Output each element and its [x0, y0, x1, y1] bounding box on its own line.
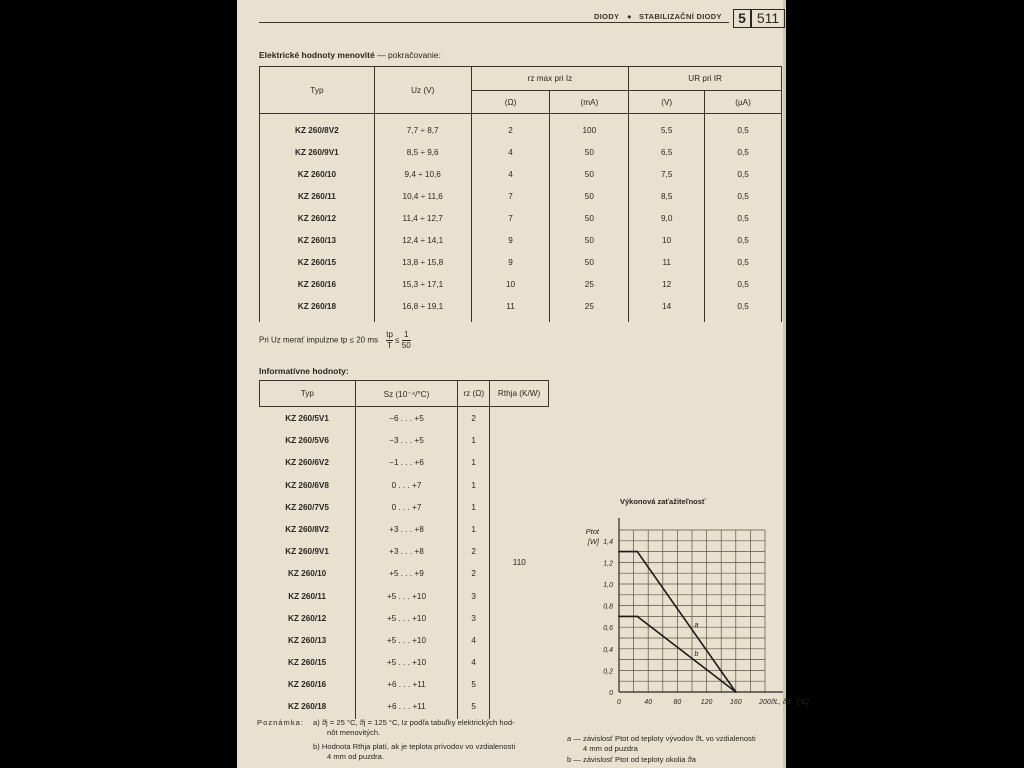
table2-cell-sz: +3 . . . +8 [389, 524, 424, 534]
series-point-a [636, 551, 638, 553]
table2-cell-sz: +6 . . . +11 [387, 702, 426, 712]
table1-cell-typ: KZ 260/18 [297, 302, 337, 311]
table1-cell-typ: KZ 260/16 [297, 280, 337, 289]
electrical-values-table [259, 66, 782, 322]
group-rz-header: rz max pri Iz [471, 67, 629, 91]
series-point-a [618, 551, 620, 553]
table2-cell-typ: KZ 260/8V2 [285, 524, 329, 534]
table1-cell-ir: 0,5 [737, 280, 749, 289]
header-bullet-icon: ● [627, 12, 632, 21]
table1-title [259, 50, 441, 60]
col-uz-header: Uz (V) [374, 67, 471, 114]
table1-cell-ir: 0,5 [737, 170, 749, 179]
table1-cell-ur: 12 [662, 280, 672, 289]
table2-cell-rz: 4 [471, 658, 476, 668]
table2-cell-sz: +3 . . . +8 [389, 547, 424, 557]
fraction-relation: ≤ [395, 335, 400, 345]
series-label-b: b [694, 650, 699, 658]
table2-cell-typ: KZ 260/5V1 [285, 414, 329, 423]
table1-cell-ir: 0,5 [737, 236, 749, 245]
notes-label: Poznámka: [257, 718, 304, 727]
table2-rz-column [458, 408, 489, 719]
table1-cell-typ: KZ 260/8V2 [295, 126, 339, 135]
table1-cell-ir: 0,5 [737, 302, 749, 311]
table2-title: Informatívne hodnoty: [259, 366, 349, 376]
table2-cell-rz: 1 [471, 502, 476, 512]
header-rule [259, 22, 729, 23]
table1-cell-uz: 12,4 ÷ 14,1 [402, 236, 444, 245]
page-edge [783, 0, 786, 768]
y-tick-label: 0,2 [603, 668, 613, 676]
x-tick-label: 160 [729, 699, 742, 706]
table1-cell-rz: 9 [508, 258, 513, 267]
y-tick-label: 0,8 [603, 603, 613, 611]
table2-cell-sz: 0 . . . +7 [391, 502, 422, 512]
table1-cell-ur: 7,5 [660, 170, 673, 179]
table2-cell-rz: 4 [471, 635, 476, 645]
table1-cell-typ: KZ 260/11 [298, 192, 336, 201]
table2-cell-rz: 1 [471, 524, 476, 534]
page-number: 511 [751, 9, 785, 28]
x-tick-label: 80 [673, 699, 682, 706]
table1-title-rest: — pokračovanie: [374, 50, 441, 60]
impulse-note-text: Pri Uz merať impulzne tp ≤ 20 ms [259, 335, 378, 345]
note-b: b) Hodnota Rthja platí, ak je teplota prívodov vo vzdialenosti [313, 742, 516, 751]
col-typ-header: Typ [260, 67, 375, 114]
x-tick-label: 40 [644, 699, 653, 706]
table2-cell-typ: KZ 260/16 [287, 680, 327, 690]
document-page [237, 0, 809, 768]
table1-cell-typ: KZ 260/13 [297, 236, 337, 245]
table1-cell-rz: 11 [506, 302, 515, 311]
chart-note-a: a — závislosť Ptot od teploty vývodov ϑL vo vzdialenosti [567, 734, 756, 743]
table1-typ-column [260, 120, 374, 318]
table1-cell-rz: 7 [508, 192, 513, 201]
table1-uz-column [375, 120, 471, 318]
table2-cell-typ: KZ 260/6V2 [285, 458, 329, 468]
table1-cell-uz: 11,4 ÷ 12,7 [402, 214, 443, 223]
table1-cell-uz: 16,8 ÷ 19,1 [402, 302, 444, 311]
y-tick-label: 1,0 [603, 582, 613, 589]
y-tick-label: 0 [609, 690, 613, 697]
table1-rz-column [472, 120, 550, 318]
table1-cell-rz: 7 [508, 214, 513, 223]
table1-cell-ur: 11 [662, 258, 671, 267]
y-tick-label: 1,4 [603, 538, 613, 546]
table1-cell-ur: 14 [662, 302, 672, 311]
series-label-a: a [694, 621, 699, 629]
table2-sz-column [356, 408, 458, 719]
table1-cell-iz: 50 [584, 192, 594, 201]
informative-values-table [259, 380, 549, 719]
fraction-tp-t [386, 330, 393, 351]
table1-cell-iz: 50 [584, 170, 594, 179]
table1-title-bold: Elektrické hodnoty menovité [259, 50, 375, 60]
fraction-one-fifty-num: 1 [402, 330, 411, 341]
x-tick-label: 120 [700, 699, 713, 706]
table1-cell-rz: 2 [508, 126, 513, 135]
x-tick-label: 200 [759, 699, 771, 706]
x-axis-label: ϑL, ϑa [771, 699, 791, 706]
table1-cell-uz: 10,4 ÷ 11,6 [402, 192, 443, 201]
fraction-one-fifty-den: 50 [401, 341, 411, 350]
t2-col-sz-header: Sz (10⁻⁴/°C) [355, 381, 458, 407]
table2-cell-typ: KZ 260/7V5 [285, 502, 329, 512]
table2-cell-rz: 3 [471, 591, 476, 601]
table2-cell-rz: 2 [471, 414, 476, 423]
unit-ua: (µA) [705, 91, 782, 114]
table1-cell-uz: 8,5 ÷ 9,6 [406, 148, 439, 157]
table2-cell-rz: 5 [471, 702, 476, 712]
unit-ohm: (Ω) [471, 91, 550, 114]
table1-cell-ur: 8,5 [660, 192, 673, 201]
table2-cell-typ: KZ 260/10 [287, 569, 327, 579]
impulse-note [259, 330, 411, 351]
table2-cell-sz: −6 . . . +5 [389, 414, 424, 423]
note-a: a) ϑj = 25 °C, ϑj = 125 °C, Iz podľa tabuľky elektrických hod- [313, 718, 515, 727]
table1-cell-typ: KZ 260/15 [297, 258, 337, 267]
x-axis-unit: [°C] [797, 699, 809, 706]
series-point-b [735, 691, 737, 693]
table2-cell-sz: +5 . . . +10 [386, 635, 427, 645]
table1-cell-uz: 15,3 ÷ 17,1 [402, 280, 444, 289]
y-axis-label: Ptot [585, 527, 599, 536]
table2-cell-rz: 5 [471, 680, 476, 690]
note-b-cont: 4 mm od puzdra. [327, 752, 384, 761]
table2-cell-sz: 0 . . . +7 [391, 480, 422, 490]
table1-cell-ir: 0,5 [737, 148, 749, 157]
table2-cell-rz: 1 [471, 480, 476, 490]
unit-ma: (mA) [550, 91, 629, 114]
x-tick-label: 0 [617, 699, 621, 706]
y-tick-label: 0,4 [603, 646, 613, 654]
table1-cell-ur: 10 [662, 236, 672, 245]
power-derating-chart [567, 508, 809, 723]
table1-cell-typ: KZ 260/10 [297, 170, 337, 179]
table2-cell-rz: 1 [471, 458, 476, 468]
table1-cell-typ: KZ 260/9V1 [295, 148, 339, 157]
t2-col-typ-header: Typ [260, 381, 356, 407]
table2-cell-typ: KZ 260/11 [288, 591, 326, 601]
table2-cell-rz: 2 [471, 547, 476, 557]
table1-cell-uz: 9,4 ÷ 10,6 [404, 170, 441, 179]
rthja-value: 110 [490, 407, 549, 719]
t2-col-rthja-header: Rthja (K/W) [490, 381, 549, 407]
group-ur-header: UR pri IR [629, 67, 782, 91]
table2-cell-sz: +5 . . . +9 [389, 569, 424, 579]
table1-cell-rz: 4 [508, 170, 513, 179]
table1-cell-iz: 50 [584, 236, 594, 245]
t2-col-rz-header: rz (Ω) [458, 381, 490, 407]
table2-cell-typ: KZ 260/13 [287, 635, 327, 645]
table1-cell-rz: 4 [508, 148, 513, 157]
table1-ur-column [629, 120, 704, 318]
fraction-tp-t-den: T [387, 341, 392, 350]
table2-cell-rz: 1 [471, 436, 476, 446]
table1-cell-ir: 0,5 [737, 214, 749, 223]
table1-cell-rz: 10 [505, 280, 516, 289]
table2-cell-sz: +5 . . . +10 [386, 658, 427, 668]
table2-cell-sz: −1 . . . +6 [389, 458, 424, 468]
table2-cell-sz: +6 . . . +11 [387, 680, 426, 690]
fraction-one-fifty [402, 330, 411, 351]
table1-cell-typ: KZ 260/12 [297, 214, 337, 223]
table2-typ-column [260, 408, 355, 719]
table2-cell-typ: KZ 260/6V8 [285, 480, 329, 490]
table1-cell-iz: 100 [582, 126, 597, 135]
table2-cell-typ: KZ 260/18 [287, 702, 327, 712]
y-axis-unit: [W] [587, 537, 599, 546]
table1-cell-ur: 9,0 [660, 214, 673, 223]
fraction-tp-t-num: tp [386, 330, 393, 339]
header-subsection: STABILIZAČNÍ DIODY [639, 12, 722, 21]
series-point-b [618, 616, 620, 618]
header-section: DIODY [594, 12, 620, 21]
table1-cell-iz: 25 [584, 302, 594, 311]
table2-cell-typ: KZ 260/5V6 [285, 436, 329, 446]
table2-cell-sz: +5 . . . +10 [386, 591, 427, 601]
table1-cell-ur: 5,5 [660, 126, 673, 135]
table2-cell-typ: KZ 260/15 [287, 658, 327, 668]
table1-cell-iz: 25 [584, 280, 594, 289]
table1-cell-ur: 6,5 [660, 148, 673, 157]
table1-cell-uz: 7,7 ÷ 8,7 [406, 126, 439, 135]
table1-cell-iz: 50 [584, 258, 594, 267]
table2-cell-typ: KZ 260/12 [287, 613, 327, 623]
note-a-cont: nôt menovitých. [327, 728, 381, 737]
y-tick-label: 1,2 [603, 560, 613, 568]
table2-cell-rz: 2 [471, 569, 476, 579]
table1-cell-rz: 9 [508, 236, 513, 245]
table1-cell-ir: 0,5 [737, 258, 749, 267]
table2-cell-typ: KZ 260/9V1 [285, 547, 329, 557]
table1-cell-ir: 0,5 [737, 192, 749, 201]
table1-cell-iz: 50 [584, 214, 594, 223]
chapter-number: 5 [733, 9, 751, 28]
chart-note-a-cont: 4 mm od puzdra [583, 744, 638, 753]
table1-iz-column [550, 120, 628, 318]
y-tick-label: 0,6 [603, 625, 613, 633]
table2-cell-sz: −3 . . . +5 [389, 436, 424, 446]
table1-cell-iz: 50 [584, 148, 594, 157]
table2-cell-sz: +5 . . . +10 [386, 613, 427, 623]
table1-ir-column [705, 120, 781, 318]
table2-cell-rz: 3 [471, 613, 476, 623]
chart-title: Výkonová zaťažiteľnosť [620, 497, 706, 506]
chart-note-b: b — závislosť Ptot od teploty okolia ϑa [567, 755, 696, 764]
table1-cell-uz: 13,8 ÷ 15,8 [402, 258, 444, 267]
unit-v: (V) [629, 91, 705, 114]
series-point-b [636, 616, 638, 618]
table1-cell-ir: 0,5 [737, 126, 749, 135]
